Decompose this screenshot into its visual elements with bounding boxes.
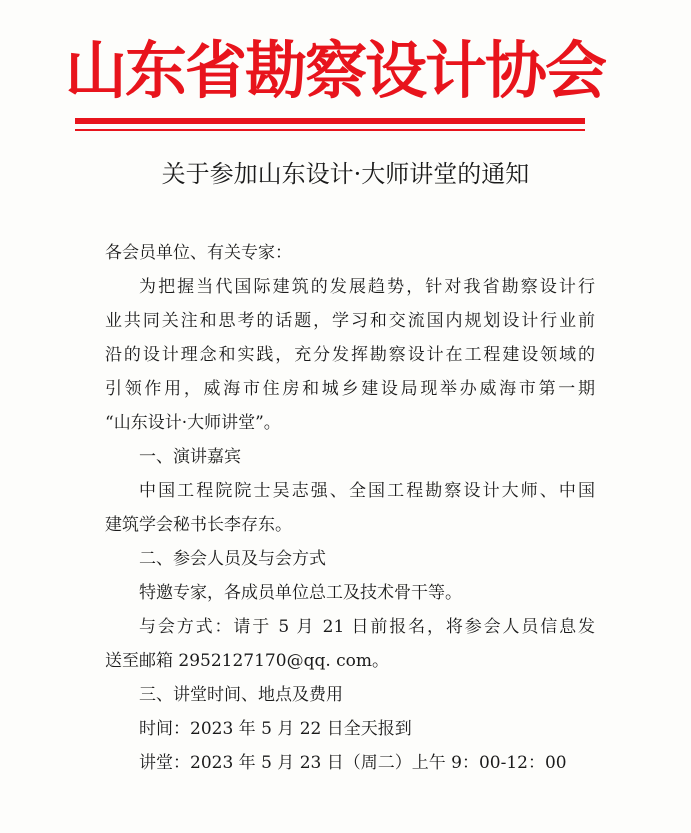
letterhead-organization: 山东省勘察设计协会 bbox=[65, 34, 606, 107]
method-line: 送至邮箱 2952127170@qq. com。 bbox=[105, 651, 390, 671]
intro-line: 业共同关注和思考的话题，学习和交流国内规划设计行业前 bbox=[105, 311, 595, 331]
letterhead-rule-thick bbox=[75, 118, 585, 124]
letterhead-rule-thin bbox=[75, 129, 585, 131]
intro-line: 为把握当代国际建筑的发展趋势，针对我省勘察设计行 bbox=[139, 277, 595, 297]
schedule-time: 时间：2023 年 5 月 22 日全天报到 bbox=[139, 719, 412, 739]
section-heading-participants: 二、参会人员及与会方式 bbox=[139, 549, 326, 569]
section-heading-speakers: 一、演讲嘉宾 bbox=[139, 447, 241, 467]
participants-line: 特邀专家，各成员单位总工及技术骨干等。 bbox=[139, 583, 462, 603]
notice-body bbox=[105, 236, 595, 780]
salutation: 各会员单位、有关专家： bbox=[105, 243, 292, 263]
intro-line: “山东设计·大师讲堂”。 bbox=[105, 413, 281, 433]
method-line: 与会方式：请于 5 月 21 日前报名，将参会人员信息发 bbox=[139, 617, 595, 637]
letterhead bbox=[65, 26, 606, 116]
notice-title: 关于参加山东设计·大师讲堂的通知 bbox=[161, 160, 530, 188]
schedule-lecture: 讲堂：2023 年 5 月 23 日（周二）上午 9：00-12：00 bbox=[139, 753, 567, 773]
speakers-line: 中国工程院院士吴志强、全国工程勘察设计大师、中国 bbox=[139, 481, 595, 501]
section-heading-schedule: 三、讲堂时间、地点及费用 bbox=[139, 685, 343, 705]
intro-line: 引领作用，威海市住房和城乡建设局现举办威海市第一期 bbox=[105, 379, 595, 399]
speakers-line: 建筑学会秘书长李存东。 bbox=[105, 515, 292, 535]
intro-line: 沿的设计理念和实践，充分发挥勘察设计在工程建设领域的 bbox=[105, 345, 595, 365]
